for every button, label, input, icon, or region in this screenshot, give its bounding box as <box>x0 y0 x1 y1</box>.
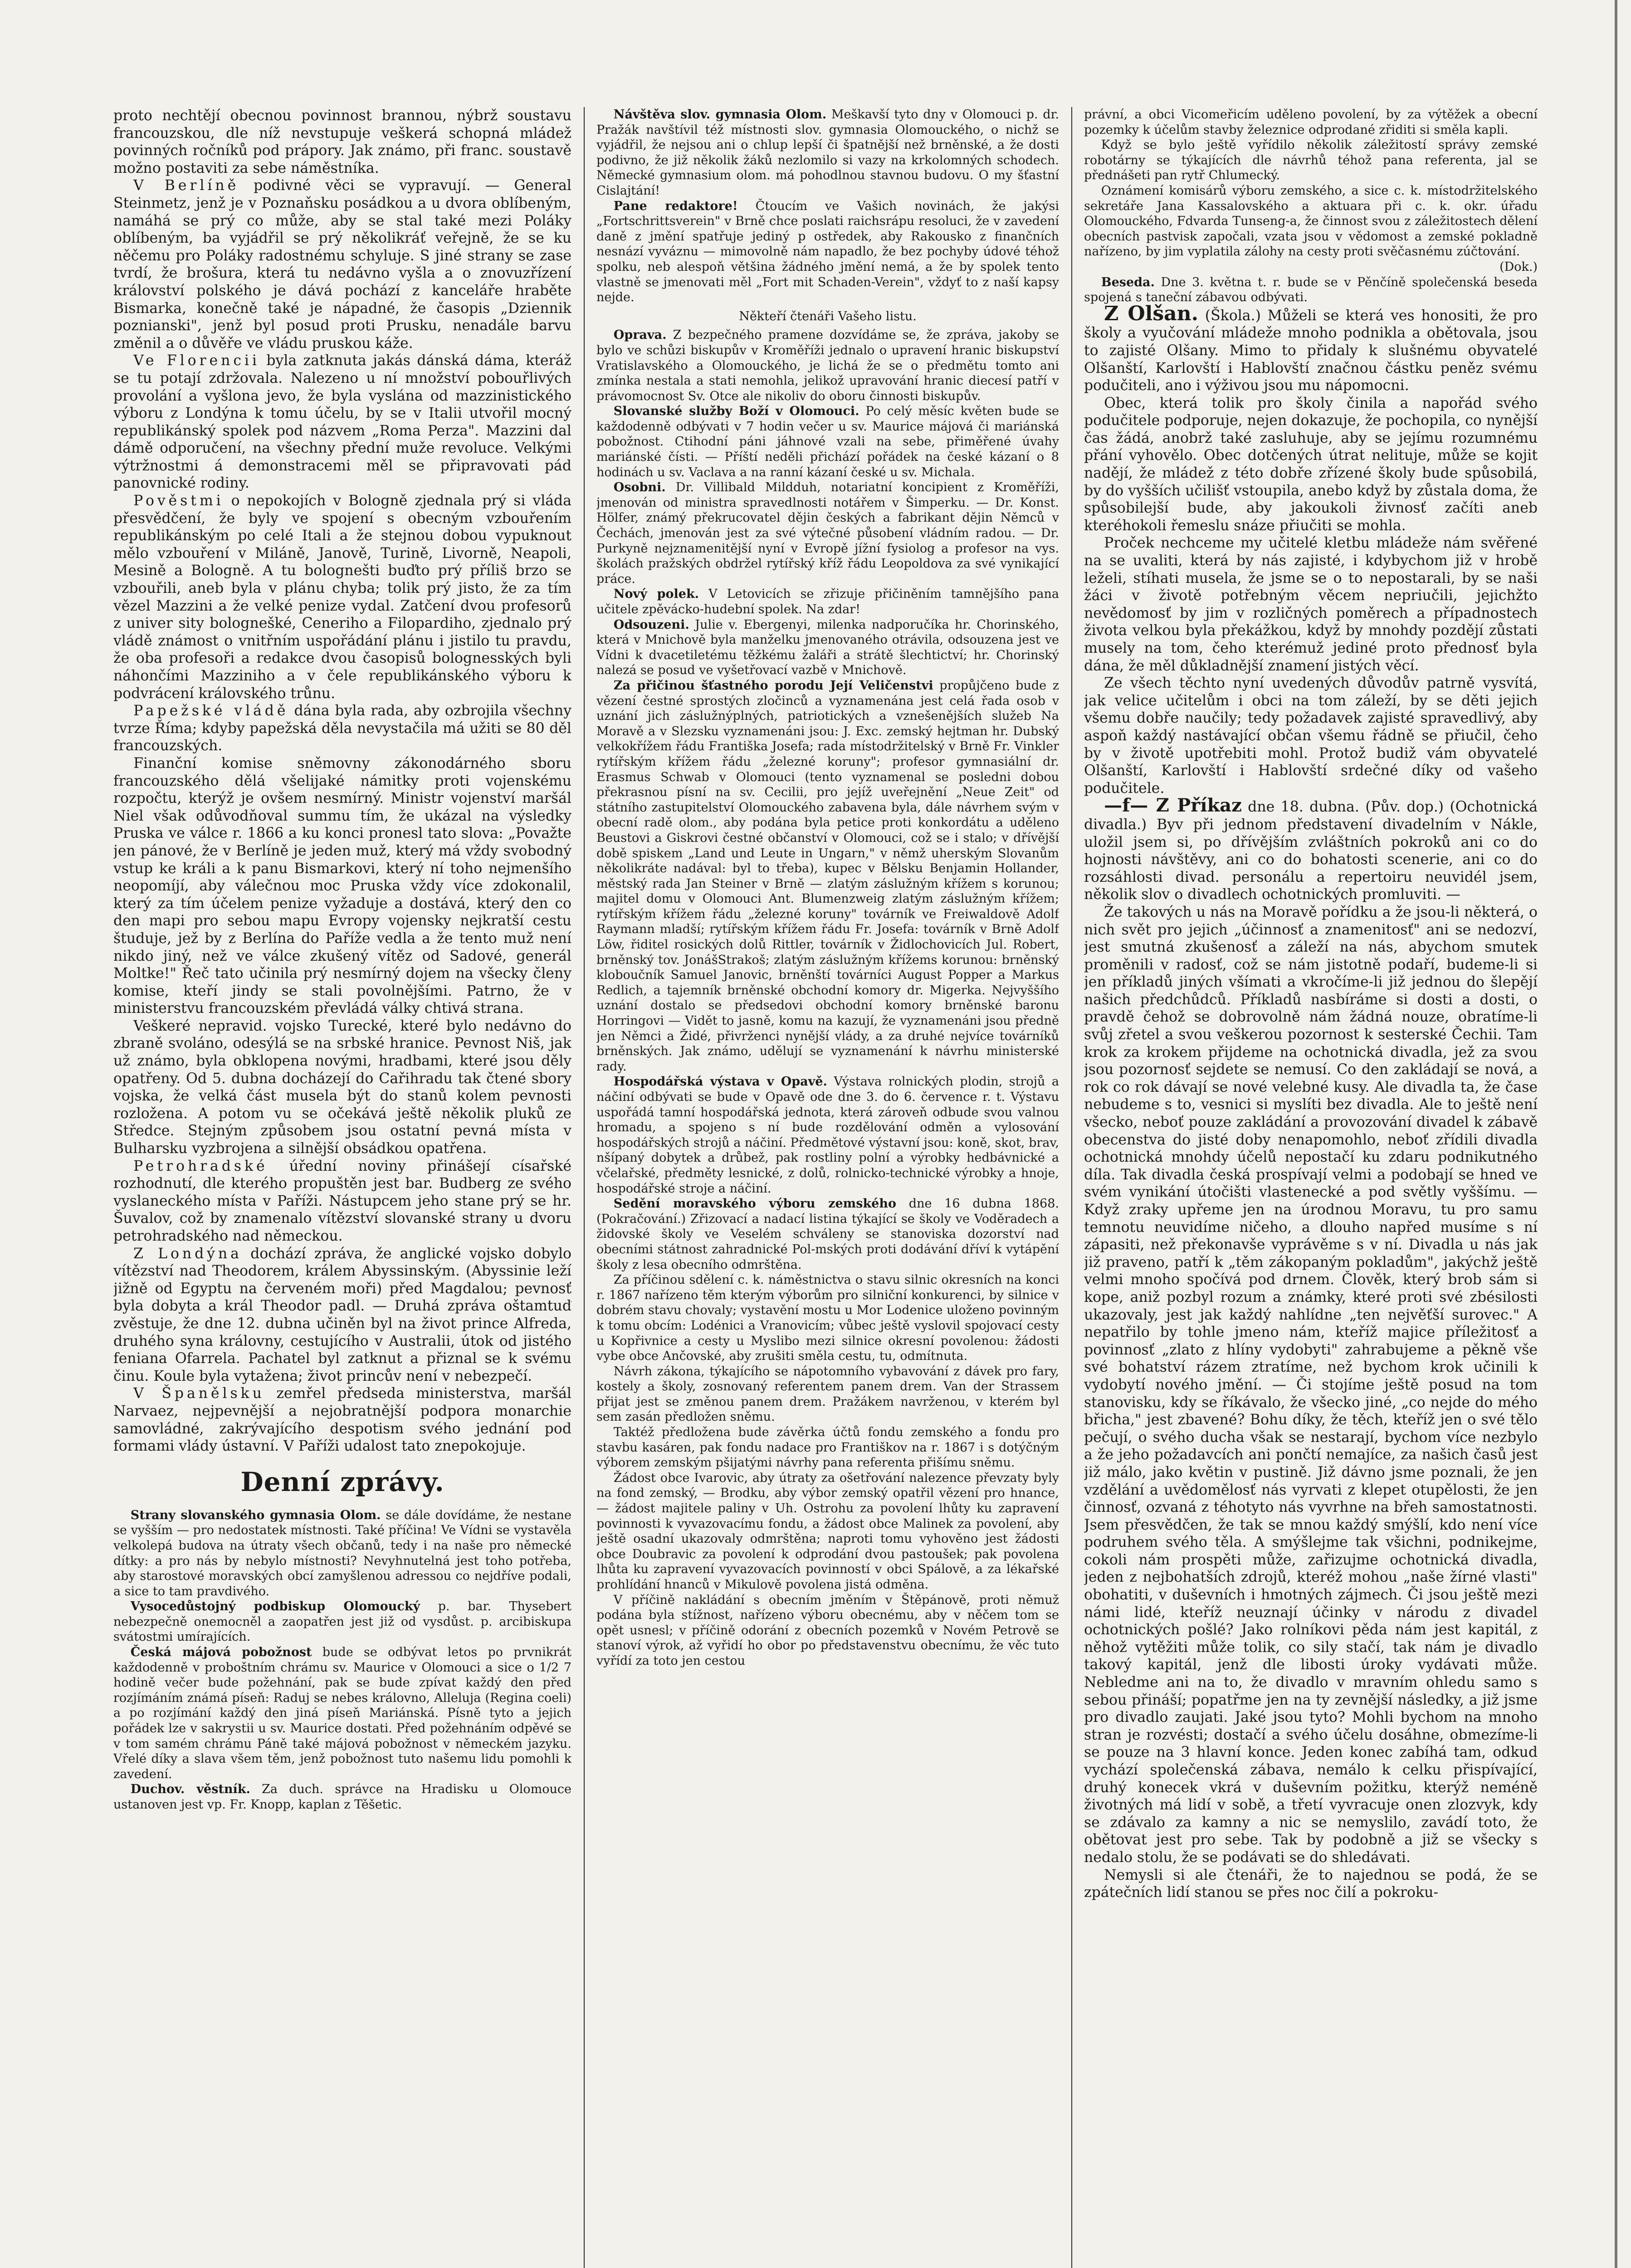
column-rule <box>1071 107 1072 2268</box>
section-intro: Z Olšan. (Škola.) Můželi se která ves honositi, že pro školy a vyučování mládeže mnoho podnikla a obětovala, jsou to zajisté Olšany. Mimo to přidaly k slušnému obyvatelé Olšanští, Karlovští i Hablovští značnou částku peněz svému podučiteli, ano i výživou jsou mu nápomocni. <box>1084 302 1538 394</box>
paragraph: Proček nechceme my učitelé kletbu mládeže nám svěřené na se uvaliti, která by nás zajisté, i kdybychom již v hrobě leželi, stíhati musela, že jsme se o to nepostarali, by se naši žáci v životě potřebným věcem nepriučili, jejichžto nevědomosť by jim v rozličných poměrech a případnostech života velkou byla překážkou, když by mnohdy pozdějí zůstati musely na tom, čeho kterémuž jediné proto přednosť byla dána, že měl důkladnější znamení jistých věcí. <box>1084 535 1538 674</box>
paragraph: Pověstmi o nepokojích v Bologně zjednala prý si vláda přesvědčení, že byly ve spojení s obecným vzbouřením republikánským po celé Itali a že stejnou dobou vypuknout mělo vzbouření v Miláně, Janově, Turině, Livorně, Neapoli, Mesině a Bologně. A tu bolognešti buďto prý příliš brzo se vzbouřili, aneb byla v plánu chyba; tolik prý jisto, že za tím vězel Mazzini a že velké penize vydal. Zatčení dvou profesorů z univer sity bolognešké, Ceneriho a Filopardiho, zjednalo prý vládě známost o vnitřním uspořádání plánu i jistilo tu pravdu, že oba profesoři a redakce dvou časopisů bolognesských byli náhončími Mazziniho a v čele republikánského výboru k podvrácení královského trůnu. <box>113 493 571 702</box>
news-item: Slovanské služby Boží v Olomouci. Po celý měsíc květen bude se každodenně odbývati v 7 hodin večer u sv. Maurice májová či mariánská pobožnost. Ctihodní páni jáhnové vzali na sebe, přiměřené úvahy mariánské čísti. — Příští neděli přichází pořádek na české kázaní o 8 hodinách u sv. Vaclava a na ranní kázaní české u sv. Michala. <box>596 404 1059 479</box>
news-item: Vysocedůstojný podbiskup Olomoucký p. bar. Thysebert nebezpečně onemocněl a zaopatřen jest již od vysdůst. p. arcibiskupa svátostmi umírajících. <box>113 1599 571 1644</box>
paragraph: V Berlíně podivné věci se vypravují. — General Steinmetz, jenž je v Poznaňsku posádkou a u dvora oblíbeným, namáhá se prý co může, aby se stal také mezi Poláky oblíbeným, ba vyjádřil se prý několikráť veřejně, že se ku něčemu pro Poláky radostnému schyluje. S jiné strany se zase tvrdí, že brošura, která tu nedávno vyšla a o znovuzřízení království polského je dává pochází z kanceláře hraběte Bismarka, konečně také je nápadné, že časopis „Dziennik poznianski", jenž byl posud proti Prusku, nenadále barvu změnil a o důvěře ve vládu pruskou káže. <box>113 177 571 352</box>
column-2 <box>596 107 1059 2268</box>
news-item: Odsouzeni. Julie v. Ebergenyi, milenka nadporučíka hr. Chorinského, která v Mnichově byla manželku jmenovaného otrávila, odsouzena jest ve Vídni k dvacetiletému těžkému žaláři a strátě šlechtictví; hr. Chorinský nalezá se posud ve vyšetřovací vazbě v Mnichově. <box>596 617 1059 678</box>
column-3 <box>1084 107 1538 2268</box>
paragraph: Žádost obce Ivarovic, aby útraty za ošetřování nalezence převzaty byly na fond zemský, — Brodku, aby výbor zemský opatřil vězení pro hnance, — žádost majitele paliny v Uh. Ostrohu za povolení lhůty ku zapravení povinnosti k vyvazovacímu fondu, a žádost obce Malinek za povolení, aby ještě osadní ukazovaly odmrštěna; naproti tomu vyhověno jest žádosti obce Doubravic za povolení k odprodání dvou pastoušek; pak povolena lhůta ku zapravení vyvazovacích povinností v obci Spálově, a za lékařské prohlídání hnanců v Mikulově povolena jistá odměna. <box>596 1471 1059 1592</box>
section-heading: Z Olšan. <box>1104 302 1198 325</box>
news-item: Pane redaktore! Čtoucím ve Vašich novinách, že jakýsi „Fortschrittsverein" v Brně chce poslati raichsrápu resoluci, že v zavedení daně z jmění spatřuje jediný p ostředek, aby Rakousko z finančních nesnází vyváznu — mimovolně nám napadlo, že bez pochyby údové téhož spolku, neb alespoň většina žádného jmění nemá, a že by spolek tento vlastně se jmenovati měl „Fort mit Schaden-Verein", vždyť to z naší kapsy nejde. <box>596 199 1059 305</box>
column-1 <box>113 107 571 2268</box>
news-item: Strany slovanského gymnasia Olom. se dále dovídáme, že nestane se vyšším — pro nedostatek místnosti. Také příčina! Ve Vídni se vystavěla velkolepá budova na útraty všech občanů, tedy i na naše pro německé dítky: a pro nás by nebylo místnosti? Nevyhnutelná jest toho potřeba, aby starostové moravských obcí zamyšlenou adressou co nejdříve podali, a sice to tam pravdivého. <box>113 1508 571 1598</box>
news-item: Nový polek. V Letovicích se zřizuje přičiněním tamnějšího pana učitele zpěvácko-hudební spolek. Na zdar! <box>596 587 1059 616</box>
page-edge <box>1615 0 1617 2268</box>
paragraph: V příčině nakládání s obecním jměním v Štěpánově, proti němuž podána byla stížnost, nařízeno výboru obecnému, aby v něčem tom se opět usnesl; v příčině odorání z obecních pozemků v Novém Petrově se stanoví výrok, až vyřidí ho obor po představenstvu obecnímu, že věc tuto vyřídí za toto jen cestou <box>596 1593 1059 1668</box>
paragraph: Ze všech těchto nyní uvedených důvodův patrně vysvítá, jak velice učitelům i obci na tom záleží, by se děti jejich všemu dobře naučily; tedy požadavek zajisté spravedlivý, aby aspoň každý nastávající občan všemu řádně se přiučil, čeho by v životě upotřebiti mohl. Protož budiž vám obyvatelé Olšanští, Karlovští i Hablovští srdečné díky od vašeho podučitele. <box>1084 675 1538 797</box>
column-rule <box>584 107 585 2268</box>
news-item: Česká májová pobožnost bude se odbývat letos po prvnikrát každodenně v proboštním chrámu sv. Maurice v Olomouci a sice o 1/2 7 hodině večer bude požehnání, pak se bude zpívat každý den před rozjímáním známá píseň: Raduj se nebes královno, Alleluja (Regina coeli) a po rozjímání každý den jiná píseň Mariánská. Písně tyto a jejich pořádek lze v sakrystii u sv. Maurice dostati. Před požehnáním odpěvé se v tom samém chrámu Páně také májová pobožnost v německém jazyku. Vřelé díky a slava všem těm, jenž pobožnost tuto našemu lidu pomohli k zavedení. <box>113 1645 571 1781</box>
news-item: Sedění moravského výboru zemského dne 16 dubna 1868. (Pokračování.) Zřizovací a nadací listina týkající se školy ve Voděradech a židovské školy ve Veselém schváleny se stanoviska dozorství nad obecními státnost zahradnické Pol-mských proti dodávání dříví k vytápění školy z lesa obecního odmrštěna. <box>596 1197 1059 1272</box>
news-item: Osobni. Dr. Villibald Mildduh, notariatní koncipient z Kroměříži, jmenován od ministra spravedlnosti notářem v Šimperku. — Dr. Konst. Hölfer, známý překrucovatel dějin českých a fabrikant dějin Němců v Čechách, jmenován jest za své výtečné působení vládním radou. — Dr. Purkyně nejznamenitější nyní v Evropě jížní fysiolog a profesor na vys. školách pražských obdržel rytířský kříž řádu Leopoldova za své vynikající práce. <box>596 480 1059 586</box>
paragraph: Obec, která tolik pro školy činila a napořád svého podučitele podporuje, nejen dokazuje, že pochopila, co nynější čas žádá, anobrž také zasluhuje, aby se jejímu rozumnému přání vyhovělo. Obec dotčených útrat nelituje, může se kojit nadějí, že mládež z této dobře zřízené školy bude spůsobilá, by do vyšších učilišť vstoupila, anebo když by zůstala doma, že spůsobilejší bude, aby jakoukoli živnosť začíti aneb kteréhokoli řemeslu snáze přiučiti se mohla. <box>1084 395 1538 534</box>
paragraph: Oznámení komisárů výboru zemského, a sice c. k. místodržitelského sekretáře Jana Kassalovského a aktuara při c. k. okr. úřadu Olomouckého, Fdvarda Tunseng-a, že činnost svou z záležitostech dělení obecních pastvisk započali, vzata jsou v vědomost a zemské pokladně nařízeno, by jim vyplatila zálohy na cesty proti svěčasnému zúčtování. <box>1084 183 1538 259</box>
news-item: Za přičinou šťastného porodu Její Veličenstvi propůjčeno bude z vězení čestné sprostých zločinců a vyznamenána jest celá řada osob v uznání jich záslužnýplných, patriotických a vznešenějších služeb Na Moravě a v Slezsku vyznamenáni jsou: J. Exc. zemský hejtman hr. Dubský velkokřížem řádu Františka Josefa; rada místodržitelský v Brně Fr. Vinkler rytířským křížem řádu „železné koruny"; profesor gymnasiální dr. Erasmus Schwab v Olomouci (tento vyznamenal se posledni dobou překrasnou písní na sv. Cecilii, pro jejíž uveřejnění „Neue Zeit" od státního zastupitelství Olomouckého zabavena byla, dále návrhem svým v obecní radě olom., aby podána byla petice proti konkordátu a uděleno Beustovi a Giskrovi čestné občanství v Olomouci, což se i stalo; v dřívější době spiskem „Land und Leute in Ungarn," v němž uherským Slovanům několikráte nadával: byl to třeba), kupec v Bělsku Benjamin Hollander, městský rada Jan Steiner v Brně — zlatým záslužným křížem s korunou; majitel domu v Olomouci Ant. Blumenzweig zlatým záslužným křížem; rytířským křížem řádu „železné koruny" továrník ve Freiwaldově Adolf Raymann mladší; rytířským křížem řádu Fr. Josefa: továrník v Brně Adolf Löw, řiditel rosických dolů Rittler, továrník v Židlochovicích Jul. Robert, brněnský tov. JonášStrakoš; zlatým záslužným křížems korunou: brněnský kloboučník Samuel Janovic, brněnští továrníci August Popper a Markus Redlich, a tajemník brněnské obchodní komory dr. Migerka. Nejvyššího uznání dostalo se předsedovi obchodní komory brněnské baronu Horringovi — Vidět to jasně, komu na kazují, že vyznamenáni jsou předně jen Němci a Židé, přivrženci nynější vlády, a za druhé nejvíce továrníků brněnských. Jak známo, udělují se vyznamenání k návrhu ministerské rady. <box>596 678 1059 1074</box>
paragraph: Že takových u nás na Moravě pořídku a že jsou-li některá, o nich svět pro jejich „účinnosť a znamenitosť" ani se nedozví, jest smutná zkušenosť a záleží na nás, abychom smutek proměnili v radosť, což se nám jistotně podaří, budeme-li si jen příkladů jiných všímati a vkročíme-li již jednou do šlepějí našich předchůdců. Příkladů nasbíráme si dosti a dosti, o pravdě čehož se dobrovolně nám žádná nouze, obratíme-li svůj zřetel a svou veškerou pozornost k sesterské Čechii. Tam krok za krokem přijdeme na ochotnická divadla, jež za svou jsou pozornosť sejdete se nemusí. Co den zakládají se nová, a rok co rok dávají se nové velebné kusy. Ale divadla ta, že čase nebudeme s to, vesnici si myslíti bez divadla. Ale to ještě není všecko, neboť pouze zakládání a provozování divadel k zábavě obecenstva do jisté doby nenapomohlo, neboť zřídili divadla ochotnická mnohdy účelů nepostačí ku zdaru podnikutného díla. Tak divadla česká prospívají velmi a podobají se hned ve svém vynikání útočišti vlastenecké a pod světly vyššímu. — Když zraky upřeme jen na úrodnou Moravu, tu pro samu temnotu neuvidíme ničeho, a dlouho napřed musíme s ní zápasiti, než překonavše vyprávěme s v ní. Divadla u nás jak již praveno, patří k „těm zákopaným pokladům", jakýchž ještě velmi mnoho spočívá pod drnem. Člověk, který brob sám si kope, aniž pozbyl rozum a známky, které proti své zbésilosti ukazovaly, jest jak každý nahlídne „ten nejvěťší surovec." A nepatřilo by tohle jmeno nám, kteříž majice příležitosť a povinnosť „zlato z hlíny vydobyti" zahrabujeme a pěkně vše své bohatství rázem ztratíme, než bychom krok učinili k vydobytí nového jmění. — Či stojíme ještě posud na tom stanovisku, kdy se říkávalo, že všecko jiné, „co nejde do mého břicha," jest zbavené? Bohu díky, že těch, kteříž jen o své tělo pečují, o svého ducha však se nestarají, bychom více nezbylo a že jeho požadavcích ani pončtí nemajíce, za našich časů jest již málo, jako květin v pustině. Již dávno jsme poznali, že jen vzdělání a uvědomělosť nás vyrvati z klepet otupělosti, že jen činnosť, ozvaná z téhotyto nás vyvrhne na břeh samostatnosti. Jsem přesvědčen, že tak se mnou každý smýšlí, kdo není více podruhem svého těla. A smýšlejme tak všichni, podnikejme, cokoli nám prospěti může, zařizujme ochotnická divadla, jeden z nejbohatších zdrojů, kteréž mohou „naše žírné vlasti" obohatiti, v duševních i hmotných zájmech. Či jsou ještě mezi námi lidé, kteříž neuznají účinky v národu z divadel ochotnických pošlé? Jako rolníkovi pěda nám jest kapitál, z něhož vytěžiti může tolik, co sily stačí, tak nám je divadlo takový kapitál, jenž dle libosti úroky vydávati může. Nebledme ani na to, že divadlo v mravním ohledu samo s sebou přináší; popatřme jen na ty zevnější následky, a již jsme pro divadlo zaujati. Jaké jsou tyto? Mohli bychom na mnoho stran je rozvésti; dostačí a svého účelu dosáhne, obmezíme-li se pouze na 3 hlavní konce. Jeden konec zabíhá tam, odkud vychází společenská zábava, nemálo k celku přispívající, druhý konecek vkrá v duševním požitku, kterýž neméně životných má lidí v sobě, a třetí vyvracuje onen zlozvyk, kdy se zdávalo za kamny a nic se nemyslilo, zavádí toto, že obětovat jest pro sebe. Tak by podobně a již se všecky s nedalo stolu, že se podávati se do shledávati. <box>1084 904 1538 1866</box>
paragraph: Petrohradské úřední noviny přinášejí císařské rozhodnutí, dle kterého propuštěn jest bar. Budberg ze svého vyslaneckého místa v Paříži. Nástupcem jeho stane prý se hr. Šuvalov, což by znamenalo vítězství slovanské strany u dvoru petrohradského nad německou. <box>113 1158 571 1244</box>
news-item: Duchov. věstník. Za duch. správce na Hradisku u Olomouce ustanoven jest vp. Fr. Knopp, kaplan z Těšetic. <box>113 1782 571 1812</box>
paragraph: Návrh zákona, týkajícího se nápotomního vybavování z dávek pro fary, kostely a školy, zosnovaný referentem panem drem. Van der Strassem přijat jest se změnou panem drem. Pražákem navrženou, v kterém byl sem zasán předložen sněmu. <box>596 1364 1059 1424</box>
paragraph: V Španělsku zemřel předseda ministerstva, maršál Narvaez, nejpevnější a nejobratnější podpora monarchie samovládné, zakrývajícího despotism svého jednání pod formami vlády ústavní. V Paříži udalost tato znepokojuje. <box>113 1385 571 1455</box>
paragraph: Za příčinou sdělení c. k. náměstnictva o stavu silnic okresních na konci r. 1867 nařízeno těm kterým výborům pro silniční konkurenci, by silnice v dobrém stavu chovaly; vystavění mostu u Mor Lodenice uloženo povinným k tomu obcím: Lodénici a Vranovicím; vůbec ještě vyslovil spojovací cesty u Kopřivnice a cesty u Myslibo mezi silnice okresní povolenou: žádosti vybe obce Ančovské, aby zrušiti směla cestu, tu, odmítnuta. <box>596 1273 1059 1364</box>
paragraph: Taktéž předložena bude závěrka účtů fondu zemského a fondu pro stavbu kasáren, pak fondu nadace pro Františkov na r. 1867 i s dotýčným výborem zemským pšijatými návrhy pana referenta přišímu sněmu. <box>596 1425 1059 1470</box>
paragraph: Veškeré nepravid. vojsko Turecké, které bylo nedávno do zbraně svoláno, odesýlá se na srbské hranice. Pevnost Niš, jak už známo, byla obklopena novými, hradbami, které jsou děly opatřeny. Od 5. dubna docházejí do Cařihradu tak čtené sbory vojska, že velká část musela být do stanů kolem pevnosti rozložena. A potom vu se očekává ještě několik pluků ze Středce. Stejným způsobem jsou ostatní pevná místa v Bulharsku vyzbrojena a silnější obsádkou opatřena. <box>113 1017 571 1157</box>
news-item: Oprava. Z bezpečného pramene dozvídáme se, že zpráva, jakoby se bylo ve schůzi biskupův v Kroměříži jednalo o upravení hranic biskupství Vratislavského a Olomouckého, je lichá že se o předmětu tomto ani zmínka nestala a stati nemohla, jelikož upravování hranic diecesí patří v právomocnost Sv. Otce ale nikoliv do oboru činnosti biskupův. <box>596 328 1059 403</box>
paragraph: právní, a obci Vicomeřicím uděleno povolení, by za výtěžek a obecní pozemky k účelům stavby železnice odprodané zřiditi si směla kapli. <box>1084 108 1538 137</box>
news-item: Návštěva slov. gymnasia Olom. Meškavší tyto dny v Olomouci p. dr. Pražák navštívil též místnosti slov. gymnasia Olomouckého, o nichž se vyjádřil, že nejsou ani o chlup lepší či špatnější než brněnské, a že dosti podivno, že již několik žáků nezlomilo si vazy na krkolomných schodech. Německé gymnasium olom. má pohodlnou stavnou budovu. O my šťastní Cislajtání! <box>596 108 1059 198</box>
paragraph: Když se bylo ještě vyřídilo několik záležitostí správy zemské robotárny se týkajících dle návrhů téhož pana referenta, jal se přednášeti pan rytř Chlumecký. <box>1084 138 1538 183</box>
section-heading: Denní zprávy. <box>240 1466 444 1497</box>
paragraph: Nemysli si ale čtenáři, že to najednou se podá, že se zpátečních lidí stanou se přes noc čilí a pokroku- <box>1084 1867 1538 1901</box>
paragraph: Z Londýna dochází zpráva, že anglické vojsko dobylo vítězství nad Theodorem, králem Abyssinským. (Abyssinie leží jižně od Egyptu na červeném moři) před Magdalou; pevnosť byla dobyta a král Theodor padl. — Druhá zpráva oštamtuď zvěstuje, že dne 12. dubna učiněn byl na život prince Alfreda, druhého syna královny, cestujícího v Australii, útok od jistého feniana Ofarrela. Pachatel byl zatknut a přiznal se k svému činu. Koule byla vytažena; život princův není v nebezpečí. <box>113 1245 571 1384</box>
paragraph: Papežské vládě dána byla rada, aby ozbrojila všechny tvrze Říma; kdyby papežská děla nevystačila má užiti se 80 děl francouzských. <box>113 703 571 754</box>
signature: (Dok.) <box>1499 259 1538 274</box>
paragraph: proto nechtějí obecnou povinnost brannou, nýbrž soustavu francouzskou, dle níž nevstupuje veškerá schopná mládež povinných ročníků pod prápory. Jak známo, při franc. soustavě možno postaviti za sebe náměstníka. <box>113 108 571 176</box>
paragraph: Finanční komise sněmovny zákonodárného sboru francouzského dělá všelijaké námitky proti vojenskému rozpočtu, kterýž je ovšem nesmírný. Ministr vojenství maršál Niel však odůvodňoval summu tím, že ukázal na výsledky Pruska ve válce r. 1866 a ku konci pronesl tato slova: „Považte jen pánové, že v Berlíně je jeden muž, který má vždy svobodný vstup ke králi a k panu Bismarkovi, který ní toho nejmenšího neopomíjí, aby válečnou moc Pruska vždy více zdokonalil, který za tím účelem penize vyžaduje a dostává, který den co den mapi pro sebou mapu Evropy vojensky nejkratší cestu študuje, jež by z Berlína do Paříže vedla a že tento muž není nikdo jiný, než ve válce zkušený vítěz od Sadové, generál Moltke!" Řeč tato učinila prý nesmírný dojem na všecky členy komise, kteří jindy se stali povolnějšími. Patrno, že v ministerstvu francouzském převládá války chtivá strana. <box>113 755 571 1017</box>
news-item: Hospodářská výstava v Opavě. Výstava rolnických plodin, strojů a náčiní odbývati se bude v Opavě ode dne 3. do 6. července r. t. Výstavu uspořádá tamní hospodářská jednota, která zároveň odbude svou valnou hromadu, a spojeno s ní bude rozdělování odměn a vylosování hospodářských strojů a náčiní. Předmětové výstavní jsou: koně, skot, brav, nšípaný dobytek a drůbež, pak rostliny polní a výrobky hedbávnické a včelařské, předměty lesnické, z dolů, rolnicko-technické výrobky a hnoje, hospodářské stroje a náčiní. <box>596 1075 1059 1196</box>
paragraph: Ve Florencii byla zatknuta jakás dánská dáma, kteráž se tu potají zdržovala. Nalezeno u ní množství pobouřlivých provolání a vyšlona jevo, že byla vyslána od mazzinistického výboru z Londýna k tomu účelu, by se v Italii utvořil mocný republikánský spolek pod názvem „Roma Perza". Mazzini dal dámě odporučení, na všechny přední muže revoluce. Velkými výtržnostmi á demonstracemi měl se připravovati pád panovnické rodiny. <box>113 352 571 492</box>
news-item: Beseda. Dne 3. května t. r. bude se v Pěnčíně společenská beseda spojená s taneční zábavou odbývati. <box>1084 275 1538 305</box>
section-heading: —f— Z Příkaz <box>1104 795 1242 816</box>
signature: Někteří čtenáři Vašeho listu. <box>739 309 917 323</box>
section-intro: —f— Z Příkaz dne 18. dubna. (Pův. dop.) (Ochotnická divadla.) Byv při jednom představení divadelním v Nákle, uložil jsem si, po dřívějším zvláštních pokroků ani co do hojnosti návštěvy, ani co do bohatosti scenerie, ani co do rozsáhlosti divad. personálu a repertoiru neuvidél jsem, několik slov o divadlech ochotnických promluviti. — <box>1084 795 1538 903</box>
